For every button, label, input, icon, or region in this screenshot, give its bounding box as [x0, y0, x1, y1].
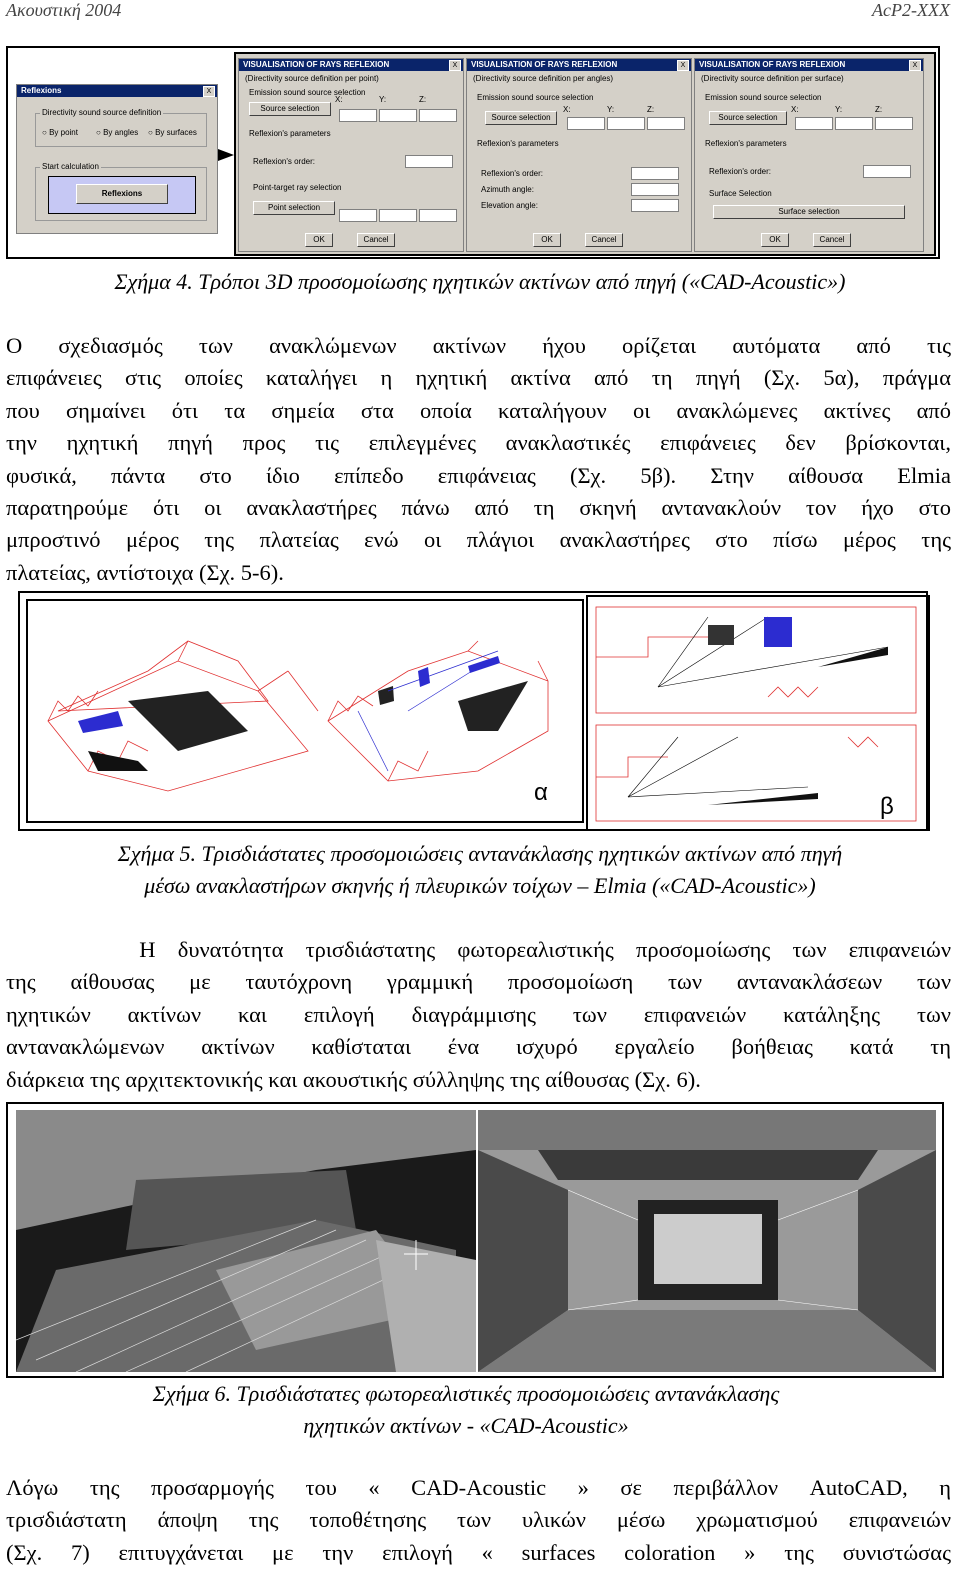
- text-line: Η δυνατότητα τρισδιάστατης φωτορεαλιστικής προσομοίωσης των επιφανειών: [6, 937, 951, 962]
- x-field[interactable]: [795, 117, 833, 130]
- dialog-title: VISUALISATION OF RAYS REFLEXION: [695, 59, 923, 71]
- order-field[interactable]: [863, 165, 911, 178]
- x-label: X:: [335, 95, 343, 104]
- panel-b: [586, 595, 930, 831]
- label-beta: β: [880, 793, 894, 820]
- text-line: Λόγω της προσαρμογής του « CAD-Acoustic » σε περιβάλλον AutoCAD, η: [6, 1475, 951, 1500]
- reflexions-dialog: [16, 84, 218, 234]
- x-label: X:: [563, 105, 571, 114]
- order-label: Reflexion's order:: [253, 157, 315, 166]
- reflection-drawing-b: [588, 597, 928, 829]
- cancel-button[interactable]: Cancel: [585, 233, 623, 247]
- start-group: [35, 162, 207, 221]
- close-icon[interactable]: X: [677, 60, 689, 71]
- point-selection-button[interactable]: Point selection: [253, 201, 335, 215]
- azimuth-label: Azimuth angle:: [481, 185, 534, 194]
- text-line: που σημαίνει ότι τα σημεία στα οποία καταλήγουν οι ανακλώμενες ακτίνες από: [6, 397, 951, 423]
- group-label: Start calculation: [42, 162, 99, 171]
- z-label: Z:: [875, 105, 883, 114]
- text-line: ηχητικών ακτίνων και επιλογή διαγράμμισης των επιφανειών κατάληξης των: [6, 1001, 951, 1027]
- dialog-title: VISUALISATION OF RAYS REFLEXION: [239, 59, 463, 71]
- reflexions-button[interactable]: Reflexions: [76, 184, 168, 204]
- figure-6: [6, 1102, 944, 1378]
- z-field[interactable]: [419, 209, 457, 222]
- close-icon[interactable]: X: [449, 60, 461, 71]
- text-line: φυσικά, πάντα στο ίδιο επίπεδο επιφάνειας (Σχ. 5β). Στην αίθουσα Elmia: [6, 462, 951, 488]
- reflection-drawing-a: [28, 601, 582, 821]
- point-dialog: [238, 58, 464, 252]
- figure-4-caption: Σχήμα 4. Τρόποι 3D προσομοίωσης ηχητικών ακτίνων από πηγή («CAD-Acoustic»): [114, 269, 846, 294]
- y-field[interactable]: [607, 117, 645, 130]
- elevation-field[interactable]: [631, 199, 679, 212]
- params-label: Reflexion's parameters: [705, 139, 787, 148]
- order-label: Reflexion's order:: [709, 167, 771, 176]
- text-line: τρισδιάστατη άποψη της τοποθέτησης των υλικών μέσω χρωματισμού επιφανειών: [6, 1507, 951, 1533]
- z-field[interactable]: [647, 117, 685, 130]
- dialog-subtitle: (Directivity source definition per angles): [473, 74, 614, 83]
- header-right: AcP2-XXX: [872, 0, 950, 20]
- render-left: [16, 1110, 476, 1372]
- figure-5: [18, 591, 928, 831]
- text-line: αντανακλώμενων ακτίνων καθίσταται ένα ισχυρό εργαλείο βοήθειας κατά τη: [6, 1034, 951, 1060]
- azimuth-field[interactable]: [631, 183, 679, 196]
- text-line: (Σχ. 7) επιτυγχάνεται με την επιλογή « surfaces coloration » της συνιστώσας: [6, 1539, 951, 1565]
- y-field[interactable]: [379, 109, 417, 122]
- ok-button[interactable]: OK: [533, 233, 561, 247]
- angles-dialog: [466, 58, 692, 252]
- emission-label: Emission sound source selection: [249, 88, 366, 97]
- x-field[interactable]: [339, 109, 377, 122]
- text-line: διάρκεια της αρχιτεκτονικής και ακουστικής σύλληψης της αίθουσας (Σχ. 6).: [6, 1066, 701, 1092]
- radio-by-point[interactable]: ○ By point: [42, 128, 78, 137]
- directivity-group: [35, 108, 207, 147]
- elevation-label: Elevation angle:: [481, 201, 538, 210]
- z-label: Z:: [419, 95, 427, 104]
- cancel-button[interactable]: Cancel: [357, 233, 395, 247]
- z-label: Z:: [647, 105, 655, 114]
- target-label: Point-target ray selection: [253, 183, 342, 192]
- render-right: [478, 1110, 936, 1372]
- surface-selection-button[interactable]: Surface selection: [713, 205, 905, 219]
- x-field[interactable]: [567, 117, 605, 130]
- y-field[interactable]: [379, 209, 417, 222]
- text-line: μπροστινό μέρος της πλατείας ενώ οι πλάγιοι ανακλαστήρες στο πίσω μέρος της: [6, 527, 951, 553]
- z-field[interactable]: [875, 117, 913, 130]
- paragraph-1: [6, 330, 951, 589]
- order-field[interactable]: [405, 155, 453, 168]
- dialog-title: Reflexions: [17, 85, 217, 97]
- source-selection-button[interactable]: Source selection: [485, 111, 557, 125]
- dialog-subtitle: (Directivity source definition per surface): [701, 74, 844, 83]
- ok-button[interactable]: OK: [761, 233, 789, 247]
- label-alpha: α: [534, 779, 548, 806]
- x-label: X:: [791, 105, 799, 114]
- source-selection-button[interactable]: Source selection: [249, 102, 331, 116]
- header-left: Ακουστική 2004: [6, 0, 122, 20]
- surface-selection-label: Surface Selection: [709, 189, 772, 198]
- dialog-subtitle: (Directivity source definition per point): [245, 74, 379, 83]
- figure-4: [6, 46, 940, 259]
- x-field[interactable]: [339, 209, 377, 222]
- params-label: Reflexion's parameters: [477, 139, 559, 148]
- params-label: Reflexion's parameters: [249, 129, 331, 138]
- figure-6-caption-line-1: Σχήμα 6. Τρισδιάστατες φωτορεαλιστικές προσομοιώσεις αντανάκλασης: [152, 1381, 780, 1406]
- text-line: επιφάνειες στις οποίες καταλήγει η ηχητική ακτίνα από τη πηγή (Σχ. 5α), πράγμα: [6, 365, 951, 391]
- order-label: Reflexion's order:: [481, 169, 543, 178]
- radio-label: By surfaces: [155, 128, 197, 137]
- text-line: πλατείας, αντίστοιχα (Σχ. 5-6).: [6, 559, 284, 585]
- figure-5-caption-line-1: Σχήμα 5. Τρισδιάστατες προσομοιώσεις αντανάκλασης ηχητικών ακτίνων από πηγή: [117, 841, 843, 866]
- close-icon[interactable]: X: [203, 86, 215, 97]
- surface-dialog: [694, 58, 924, 252]
- text-line: της αίθουσας με ταυτόχρονη γραμμική προσομοίωση των αντανακλάσεων των: [6, 969, 951, 995]
- paragraph-2: [6, 934, 951, 1096]
- radio-label: By point: [49, 128, 78, 137]
- text-line: Ο σχεδιασμός των ανακλώμενων ακτίνων ήχου ορίζεται αυτόματα από τις: [6, 333, 951, 358]
- panel-a: [26, 599, 584, 823]
- z-field[interactable]: [419, 109, 457, 122]
- y-label: Y:: [835, 105, 843, 114]
- arrow-icon: [218, 148, 234, 160]
- dialog-title: VISUALISATION OF RAYS REFLEXION: [467, 59, 691, 71]
- figure-5-caption-line-2: μέσω ανακλαστήρων σκηνής ή πλευρικών τοίχων – Elmia («CAD-Acoustic»): [144, 873, 816, 898]
- paragraph-3: [6, 1472, 951, 1569]
- source-selection-button[interactable]: Source selection: [709, 111, 787, 125]
- emission-label: Emission sound source selection: [705, 93, 822, 102]
- cancel-button[interactable]: Cancel: [813, 233, 851, 247]
- y-label: Y:: [607, 105, 615, 114]
- order-field[interactable]: [631, 167, 679, 180]
- radio-by-angles[interactable]: ○ By angles: [96, 128, 139, 137]
- text-line: την ηχητική πηγή προς τις επιλεγμένες ανακλαστικές επιφάνειες δεν βρίσκονται,: [6, 430, 951, 456]
- text-line: παρατηρούμε ότι οι ανακλαστήρες πάνω από τη σκηνή αντανακλούν τον ήχο στο: [6, 495, 951, 521]
- close-icon[interactable]: X: [909, 60, 921, 71]
- group-label: Directivity sound source definition: [42, 108, 162, 117]
- radio-label: By angles: [103, 128, 139, 137]
- y-label: Y:: [379, 95, 387, 104]
- ok-button[interactable]: OK: [305, 233, 333, 247]
- y-field[interactable]: [835, 117, 873, 130]
- figure-6-caption-line-2: ηχητικών ακτίνων - «CAD-Acoustic»: [303, 1413, 629, 1438]
- radio-by-surfaces[interactable]: ○ By surfaces: [148, 128, 197, 137]
- emission-label: Emission sound source selection: [477, 93, 594, 102]
